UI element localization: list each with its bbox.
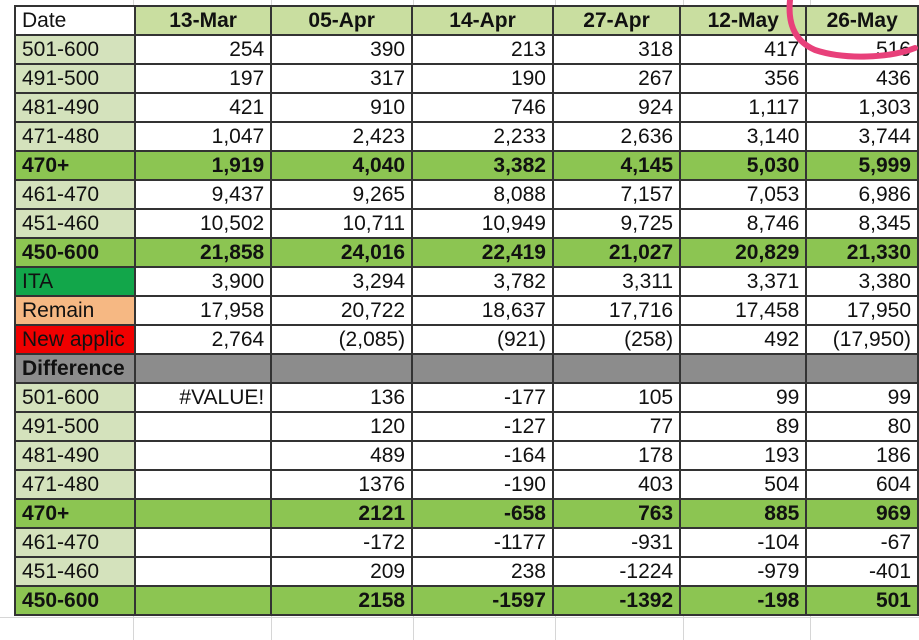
value-cell[interactable]: 197 (135, 64, 271, 93)
value-cell[interactable]: 99 (680, 383, 806, 412)
value-cell[interactable]: -1224 (553, 557, 680, 586)
header-cell[interactable]: 27-Apr (553, 6, 680, 35)
row-label-cell[interactable]: 471-480 (15, 122, 135, 151)
value-cell[interactable] (412, 354, 553, 383)
value-cell[interactable]: -164 (412, 441, 553, 470)
value-cell[interactable]: 2158 (271, 586, 412, 615)
value-cell[interactable]: 9,725 (553, 209, 680, 238)
value-cell[interactable]: 3,380 (806, 267, 918, 296)
value-cell[interactable]: 3,382 (412, 151, 553, 180)
value-cell[interactable]: 885 (680, 499, 806, 528)
value-cell[interactable]: 1,117 (680, 93, 806, 122)
table-row (15, 325, 918, 354)
table-row (15, 209, 918, 238)
value-cell[interactable]: 99 (806, 383, 918, 412)
value-cell[interactable]: -401 (806, 557, 918, 586)
value-cell[interactable]: 17,716 (553, 296, 680, 325)
value-cell[interactable]: 21,330 (806, 238, 918, 267)
value-cell[interactable]: 1,919 (135, 151, 271, 180)
value-cell[interactable]: -1597 (412, 586, 553, 615)
row-label-cell[interactable]: 471-480 (15, 470, 135, 499)
value-cell[interactable]: 10,502 (135, 209, 271, 238)
row-label-cell[interactable]: 481-490 (15, 441, 135, 470)
value-cell[interactable]: 120 (271, 412, 412, 441)
value-cell[interactable] (135, 412, 271, 441)
value-cell[interactable]: 417 (680, 35, 806, 64)
value-cell[interactable]: 318 (553, 35, 680, 64)
header-cell[interactable]: 05-Apr (271, 6, 412, 35)
table-row (15, 586, 918, 615)
table-row (15, 441, 918, 470)
table-row (15, 64, 918, 93)
value-cell[interactable]: -1392 (553, 586, 680, 615)
row-label-cell[interactable]: 470+ (15, 151, 135, 180)
row-label-cell[interactable]: 501-600 (15, 35, 135, 64)
value-cell[interactable]: 910 (271, 93, 412, 122)
row-label-cell[interactable]: 461-470 (15, 528, 135, 557)
value-cell[interactable]: 2,636 (553, 122, 680, 151)
row-label-cell[interactable]: 450-600 (15, 586, 135, 615)
value-cell[interactable]: #VALUE! (135, 383, 271, 412)
value-cell[interactable]: -190 (412, 470, 553, 499)
value-cell[interactable]: 17,458 (680, 296, 806, 325)
annotation-circle (770, 0, 919, 60)
value-cell[interactable]: 1376 (271, 470, 412, 499)
value-cell[interactable]: -1177 (412, 528, 553, 557)
value-cell[interactable] (135, 499, 271, 528)
value-cell[interactable]: (921) (412, 325, 553, 354)
value-cell[interactable]: 5,999 (806, 151, 918, 180)
table-row (15, 470, 918, 499)
value-cell[interactable]: (17,950) (806, 325, 918, 354)
table-row (15, 499, 918, 528)
value-cell[interactable]: 20,722 (271, 296, 412, 325)
value-cell[interactable]: 105 (553, 383, 680, 412)
value-cell[interactable]: 254 (135, 35, 271, 64)
value-cell[interactable]: 136 (271, 383, 412, 412)
value-cell[interactable] (135, 557, 271, 586)
value-cell[interactable] (135, 441, 271, 470)
table-row (15, 151, 918, 180)
value-cell[interactable]: 924 (553, 93, 680, 122)
value-cell[interactable]: -104 (680, 528, 806, 557)
value-cell[interactable]: 604 (806, 470, 918, 499)
header-cell[interactable]: 13-Mar (135, 6, 271, 35)
value-cell[interactable]: 17,950 (806, 296, 918, 325)
header-cell[interactable]: 14-Apr (412, 6, 553, 35)
value-cell[interactable]: 22,419 (412, 238, 553, 267)
value-cell[interactable]: (2,085) (271, 325, 412, 354)
value-cell[interactable] (135, 354, 271, 383)
value-cell[interactable] (680, 354, 806, 383)
table-row (15, 180, 918, 209)
row-label-cell[interactable]: 451-460 (15, 557, 135, 586)
table-row (15, 122, 918, 151)
row-label-cell[interactable]: New applic (15, 325, 135, 354)
value-cell[interactable]: -198 (680, 586, 806, 615)
value-cell[interactable]: 504 (680, 470, 806, 499)
table-row (15, 238, 918, 267)
table-row (15, 528, 918, 557)
value-cell[interactable]: 4,145 (553, 151, 680, 180)
value-cell[interactable]: 763 (553, 499, 680, 528)
row-label-cell[interactable]: 491-500 (15, 64, 135, 93)
value-cell[interactable]: 17,958 (135, 296, 271, 325)
value-cell[interactable]: 18,637 (412, 296, 553, 325)
value-cell[interactable]: 267 (553, 64, 680, 93)
value-cell[interactable]: 1,303 (806, 93, 918, 122)
value-cell[interactable]: -931 (553, 528, 680, 557)
row-label-cell[interactable]: 501-600 (15, 383, 135, 412)
row-label-cell[interactable]: Difference (15, 354, 135, 383)
value-cell[interactable]: 489 (271, 441, 412, 470)
value-cell[interactable]: 9,265 (271, 180, 412, 209)
value-cell[interactable]: 8,345 (806, 209, 918, 238)
value-cell[interactable]: -172 (271, 528, 412, 557)
value-cell[interactable]: 421 (135, 93, 271, 122)
value-cell[interactable]: (258) (553, 325, 680, 354)
value-cell[interactable]: 238 (412, 557, 553, 586)
value-cell[interactable]: 10,949 (412, 209, 553, 238)
value-cell[interactable]: 8,746 (680, 209, 806, 238)
row-label-cell[interactable]: ITA (15, 267, 135, 296)
value-cell[interactable] (553, 354, 680, 383)
value-cell[interactable]: 24,016 (271, 238, 412, 267)
row-label-cell[interactable]: 470+ (15, 499, 135, 528)
value-cell[interactable]: -979 (680, 557, 806, 586)
value-cell[interactable]: 190 (412, 64, 553, 93)
value-cell[interactable]: 516 (806, 35, 918, 64)
table-row (15, 412, 918, 441)
value-cell[interactable]: 3,782 (412, 267, 553, 296)
value-cell[interactable]: -67 (806, 528, 918, 557)
value-cell[interactable]: 4,040 (271, 151, 412, 180)
value-cell[interactable]: 3,294 (271, 267, 412, 296)
value-cell[interactable]: 8,088 (412, 180, 553, 209)
value-cell[interactable]: 178 (553, 441, 680, 470)
value-cell[interactable]: 193 (680, 441, 806, 470)
value-cell[interactable]: 2121 (271, 499, 412, 528)
value-cell[interactable]: 3,744 (806, 122, 918, 151)
value-cell[interactable]: 80 (806, 412, 918, 441)
value-cell[interactable]: 390 (271, 35, 412, 64)
value-cell[interactable]: 403 (553, 470, 680, 499)
row-label-cell[interactable]: Remain (15, 296, 135, 325)
value-cell[interactable]: 213 (412, 35, 553, 64)
value-cell[interactable]: 3,311 (553, 267, 680, 296)
table-row (15, 383, 918, 412)
value-cell[interactable] (135, 586, 271, 615)
value-cell[interactable]: 746 (412, 93, 553, 122)
header-cell[interactable]: 12-May (680, 6, 806, 35)
value-cell[interactable]: 3,140 (680, 122, 806, 151)
row-label-cell[interactable]: 491-500 (15, 412, 135, 441)
value-cell[interactable] (271, 354, 412, 383)
value-cell[interactable]: 7,157 (553, 180, 680, 209)
value-cell[interactable] (806, 354, 918, 383)
value-cell[interactable]: 436 (806, 64, 918, 93)
table-row (15, 296, 918, 325)
value-cell[interactable]: 7,053 (680, 180, 806, 209)
table-row (15, 557, 918, 586)
value-cell[interactable]: 2,764 (135, 325, 271, 354)
value-cell[interactable]: 2,423 (271, 122, 412, 151)
spreadsheet-table (14, 5, 919, 616)
value-cell[interactable]: 492 (680, 325, 806, 354)
value-cell[interactable]: 5,030 (680, 151, 806, 180)
value-cell[interactable] (135, 470, 271, 499)
row-label-cell[interactable]: 481-490 (15, 93, 135, 122)
value-cell[interactable]: 356 (680, 64, 806, 93)
value-cell[interactable]: 317 (271, 64, 412, 93)
value-cell[interactable]: -658 (412, 499, 553, 528)
table-row (15, 354, 918, 383)
header-cell[interactable]: 26-May (806, 6, 918, 35)
table-row (15, 93, 918, 122)
value-cell[interactable]: 10,711 (271, 209, 412, 238)
value-cell[interactable] (135, 528, 271, 557)
row-label-cell[interactable]: 461-470 (15, 180, 135, 209)
gridline (0, 617, 919, 618)
row-label-cell[interactable]: 450-600 (15, 238, 135, 267)
value-cell[interactable]: 21,027 (553, 238, 680, 267)
table-row (15, 267, 918, 296)
value-cell[interactable]: 77 (553, 412, 680, 441)
value-cell[interactable]: 21,858 (135, 238, 271, 267)
value-cell[interactable]: 3,371 (680, 267, 806, 296)
value-cell[interactable]: 969 (806, 499, 918, 528)
value-cell[interactable]: 501 (806, 586, 918, 615)
value-cell[interactable]: 3,900 (135, 267, 271, 296)
value-cell[interactable]: 2,233 (412, 122, 553, 151)
value-cell[interactable]: 186 (806, 441, 918, 470)
value-cell[interactable]: 9,437 (135, 180, 271, 209)
value-cell[interactable]: 209 (271, 557, 412, 586)
value-cell[interactable]: 89 (680, 412, 806, 441)
value-cell[interactable]: 20,829 (680, 238, 806, 267)
value-cell[interactable]: -127 (412, 412, 553, 441)
value-cell[interactable]: 6,986 (806, 180, 918, 209)
value-cell[interactable]: 1,047 (135, 122, 271, 151)
header-cell-date[interactable]: Date (15, 6, 135, 35)
row-label-cell[interactable]: 451-460 (15, 209, 135, 238)
value-cell[interactable]: -177 (412, 383, 553, 412)
